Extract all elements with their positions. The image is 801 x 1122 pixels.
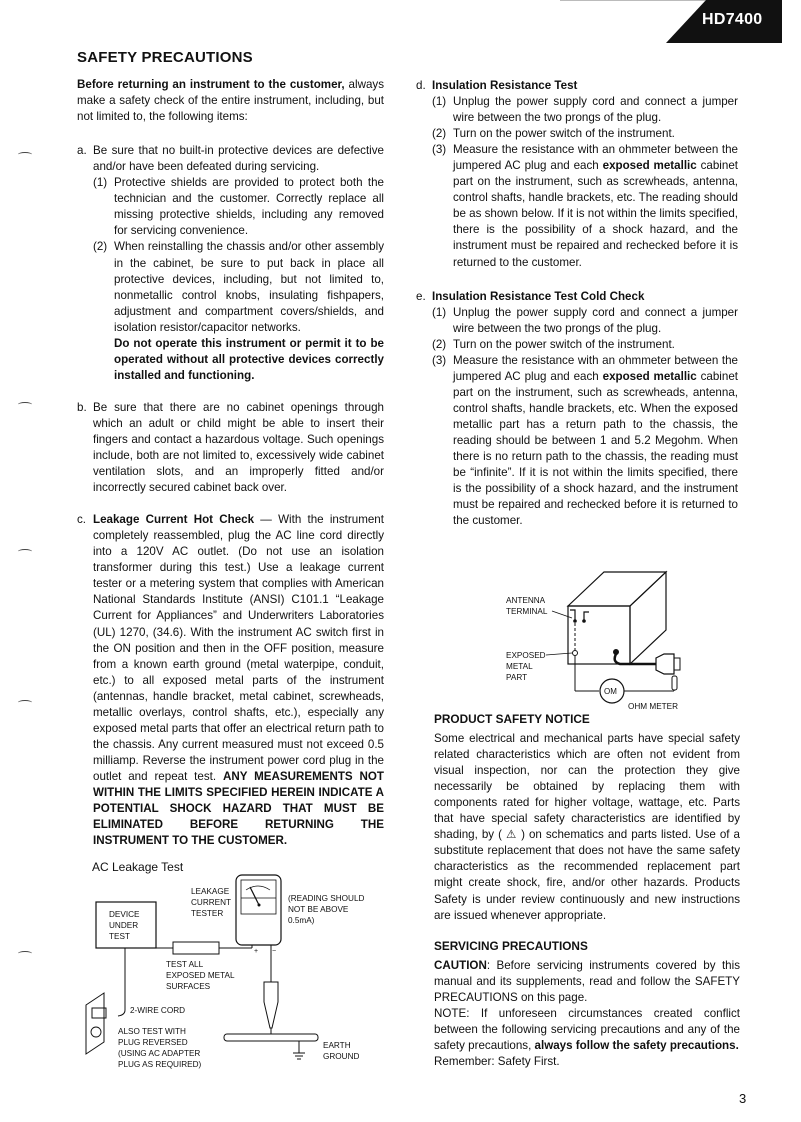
intro-bold: Before returning an instrument to the customer, (77, 78, 345, 92)
item-a-sub2-label: (2) (93, 240, 108, 254)
item-a-sub1-label: (1) (93, 176, 108, 190)
meter-symbol: OM (604, 687, 617, 696)
item-c-text: — With the instrument completely reassembled, plug the AC line cord directly into a 120V AC outlet. (Do not use an isolation transformer during this test.) Use a leakage current tester or a metering system that complies with American National Standards Institute (ANSI) C101.1 “Leakage Current for Appliances” and Underwriters Laboratories (UL) 1270, (34.6). With the instrument AC switch first in the ON position and then in the OFF position, measure from a known earth ground (metal waterpipe, conduit, etc.) to all exposed metal parts of the instrument (antennas, handle bracket, metal cabinet, screwheads, metallic overlays, control shafts, etc.), especially any exposed metal parts that offer an electrical return path to the chassis. Any current measured must not exceed 0.5 milliamp. Reverse the instrument power cord plug in the outlet and repeat test. (93, 513, 384, 783)
item-d-sub3-rest: cabinet part on the instrument, such as screwheads, antenna, control shafts, handle brackets, etc. The reading should be as shown below. If it is not within the limits specified, there is the possibility of a shock hazard, and the instrument must be repaired and rechecked before it is returned to the customer. (453, 159, 739, 269)
item-d-label: d. (416, 79, 426, 92)
margin-mark (18, 549, 32, 554)
item-c (77, 512, 384, 849)
exposed-label-3: PART (506, 673, 528, 682)
item-a (77, 143, 384, 384)
device-label-3: TEST (109, 932, 130, 941)
product-safety-text-2: ) on schematics and parts listed. Use of a substitute replacement that does not have the same safety characteristics as the recommended replacement part might create shock, fire, and/or other hazards. Products Safety is under review continuously and new instructions are issued whenever appropriate. (434, 828, 740, 922)
page-title: SAFETY PRECAUTIONS (77, 49, 253, 66)
servicing-precautions (434, 938, 740, 1070)
note-paragraph (434, 1006, 740, 1054)
test-surfaces-3: SURFACES (166, 982, 211, 991)
caution-text: : Before servicing instruments covered by this manual and its supplements, read and follow the SAFETY PRECAUTIONS on this page. (434, 959, 740, 1005)
meter-label: OHM METER (628, 702, 679, 711)
note-bold: always follow the safety precautions. (534, 1039, 739, 1053)
earth-bar (224, 1034, 318, 1041)
caution-paragraph (434, 958, 740, 1006)
warning-triangle-icon: ⚠ (505, 828, 518, 842)
probe-icon (173, 942, 219, 954)
item-d-sub1-label: (1) (432, 95, 447, 109)
item-e-label: e. (416, 289, 426, 303)
power-plug-icon (656, 654, 674, 674)
reading-note-1: (READING SHOULD (288, 894, 365, 903)
device-label-2: UNDER (109, 921, 139, 930)
test-surfaces-2: EXPOSED METAL (166, 971, 235, 980)
item-e-sub3-label: (3) (432, 353, 447, 367)
reverse-note-3: (USING AC ADAPTER (118, 1049, 201, 1058)
product-safety-text (434, 731, 740, 924)
ac-leakage-diagram (80, 850, 400, 1080)
item-e-title: Insulation Resistance Test Cold Check (432, 289, 645, 303)
item-d-sub2-label: (2) (432, 127, 447, 141)
item-b (77, 400, 384, 496)
leakage-tester-icon (236, 875, 281, 945)
item-c-title: Leakage Current Hot Check (93, 513, 255, 527)
note-text: NOTE: If unforeseen circumstances created conflict between the following servicing precautions and any of the safety precautions, (434, 1007, 740, 1053)
item-d (416, 78, 738, 271)
item-e-sub2-label: (2) (432, 337, 447, 351)
item-e (416, 289, 738, 530)
wall-outlet-icon (86, 993, 104, 1054)
item-a-sub1-text: Protective shields are provided to protect both the technician and the customer. Correctly replace all missing protective shields, including any removed for servicing convenience. (114, 176, 384, 238)
antenna-label-1: ANTENNA (506, 596, 546, 605)
item-d-title: Insulation Resistance Test (432, 79, 578, 92)
ground-label-1: EARTH (323, 1041, 351, 1050)
product-safety-title: PRODUCT SAFETY NOTICE (434, 712, 590, 726)
item-c-label: c. (77, 513, 87, 527)
reading-note-2: NOT BE ABOVE (288, 905, 349, 914)
device-label-1: DEVICE (109, 910, 140, 919)
cord-label: 2-WIRE CORD (130, 1006, 186, 1015)
reverse-note-1: ALSO TEST WITH (118, 1027, 186, 1036)
tester-label-1: LEAKAGE (191, 887, 230, 896)
ohm-meter-diagram (496, 566, 736, 716)
item-a-warning: Do not operate this instrument or permit it to be operated without all protective devices correctly installed and functioning. (114, 336, 384, 382)
test-surfaces-1: TEST ALL (166, 960, 204, 969)
margin-mark (18, 402, 32, 407)
exposed-label-2: METAL (506, 662, 533, 671)
cabinet-icon (568, 606, 630, 664)
item-e-sub3-rest: cabinet part on the instrument, such as screwheads, antenna, control shafts, handle brackets, etc. When the exposed metallic part has a return path to the chassis, the reading should be between 1 and 5.2 Megohm. When there is no return path to the chassis, the reading must be “infinite”. If it is not within the limits specified, there is the possibility of a shock hazard, and the instrument must be repaired and rechecked before it is returned to the customer. (453, 369, 739, 528)
item-d-sub3-label: (3) (432, 143, 447, 157)
tester-label-2: CURRENT (191, 898, 232, 907)
model-badge (666, 0, 782, 43)
item-b-label: b. (77, 400, 87, 414)
remember-text: Remember: Safety First. (434, 1055, 560, 1069)
intro-text: always make a safety check of the entire instrument, including, but not limited to, the following items: (77, 78, 384, 124)
right-column (416, 78, 738, 529)
servicing-title: SERVICING PRECAUTIONS (434, 939, 588, 953)
reverse-note-4: PLUG AS REQUIRED) (118, 1060, 202, 1069)
tester-label-3: TESTER (191, 909, 224, 918)
item-e-sub3-bold: exposed metallic (602, 369, 697, 383)
item-e-sub1-text: Unplug the power supply cord and connect a jumper wire between the two prongs of the plug. (453, 305, 738, 335)
exposed-label-1: EXPOSED (506, 651, 546, 660)
margin-mark (18, 152, 32, 157)
antenna-label-2: TERMINAL (506, 607, 548, 616)
minus-terminal: − (272, 948, 277, 955)
product-safety-text-1: Some electrical and mechanical parts have special safety related characteristics which are often not evident from visual inspection, nor can the protection they give necessarily be obtained by replacing them with components rated for higher voltage, wattage, etc. Parts that have special safety characteristics are identified by shading, by ( (434, 732, 740, 842)
item-d-sub2-text: Turn on the power switch of the instrument. (453, 127, 675, 141)
item-b-text: Be sure that there are no cabinet openings through which an adult or child might be able to insert their fingers and contact a hazardous voltage. Such openings include, both are not limited to, excessively wide cabinet ventilation slots, and an improperly fitted and/or incorrectly secured cabinet back over. (93, 400, 384, 495)
product-safety-notice (434, 711, 740, 924)
item-a-label: a. (77, 144, 87, 158)
left-column (77, 50, 384, 849)
margin-mark (18, 951, 32, 956)
page-number: 3 (739, 1091, 747, 1106)
model-number: HD7400 (702, 11, 763, 28)
reverse-note-2: PLUG REVERSED (118, 1038, 188, 1047)
item-d-sub3-bold: exposed metallic (602, 159, 697, 173)
item-c-warning: ANY MEASUREMENTS NOT WITHIN THE LIMITS SPECIFIED HEREIN INDICATE A POTENTIAL SHOCK HAZARD THAT MUST BE ELIMINATED BEFORE RETURNING THE INSTRUMENT TO THE CUSTOMER. (93, 769, 384, 848)
item-e-sub2-text: Turn on the power switch of the instrument. (453, 337, 675, 351)
plus-terminal: + (254, 948, 259, 955)
item-e-sub1-label: (1) (432, 305, 447, 319)
ground-probe-icon (264, 982, 278, 1028)
margin-mark (18, 700, 32, 705)
item-d-sub3-text: Measure the resistance with an ohmmeter between the jumpered AC plug and each (453, 143, 738, 173)
diagram-title: AC Leakage Test (92, 860, 184, 874)
reading-note-3: 0.5mA) (288, 916, 315, 925)
ground-label-2: GROUND (323, 1052, 360, 1061)
item-a-text: Be sure that no built-in protective devices are defective and/or have been defeated during servicing. (93, 144, 384, 174)
item-d-sub1-text: Unplug the power supply cord and connect a jumper wire between the two prongs of the plug. (453, 95, 738, 125)
item-a-sub2-text: When reinstalling the chassis and/or other assembly in the cabinet, be sure to put back in place all protective devices, including, but not limited to, nonmetallic control knobs, insulating fishpapers, adjustment and compartment covers/shields, and isolation resistor/capacitor networks. (114, 240, 384, 334)
item-e-sub3-text: Measure the resistance with an ohmmeter between the jumpered AC plug and each (453, 353, 738, 383)
intro-paragraph (77, 77, 384, 125)
caution-label: CAUTION (434, 959, 487, 973)
